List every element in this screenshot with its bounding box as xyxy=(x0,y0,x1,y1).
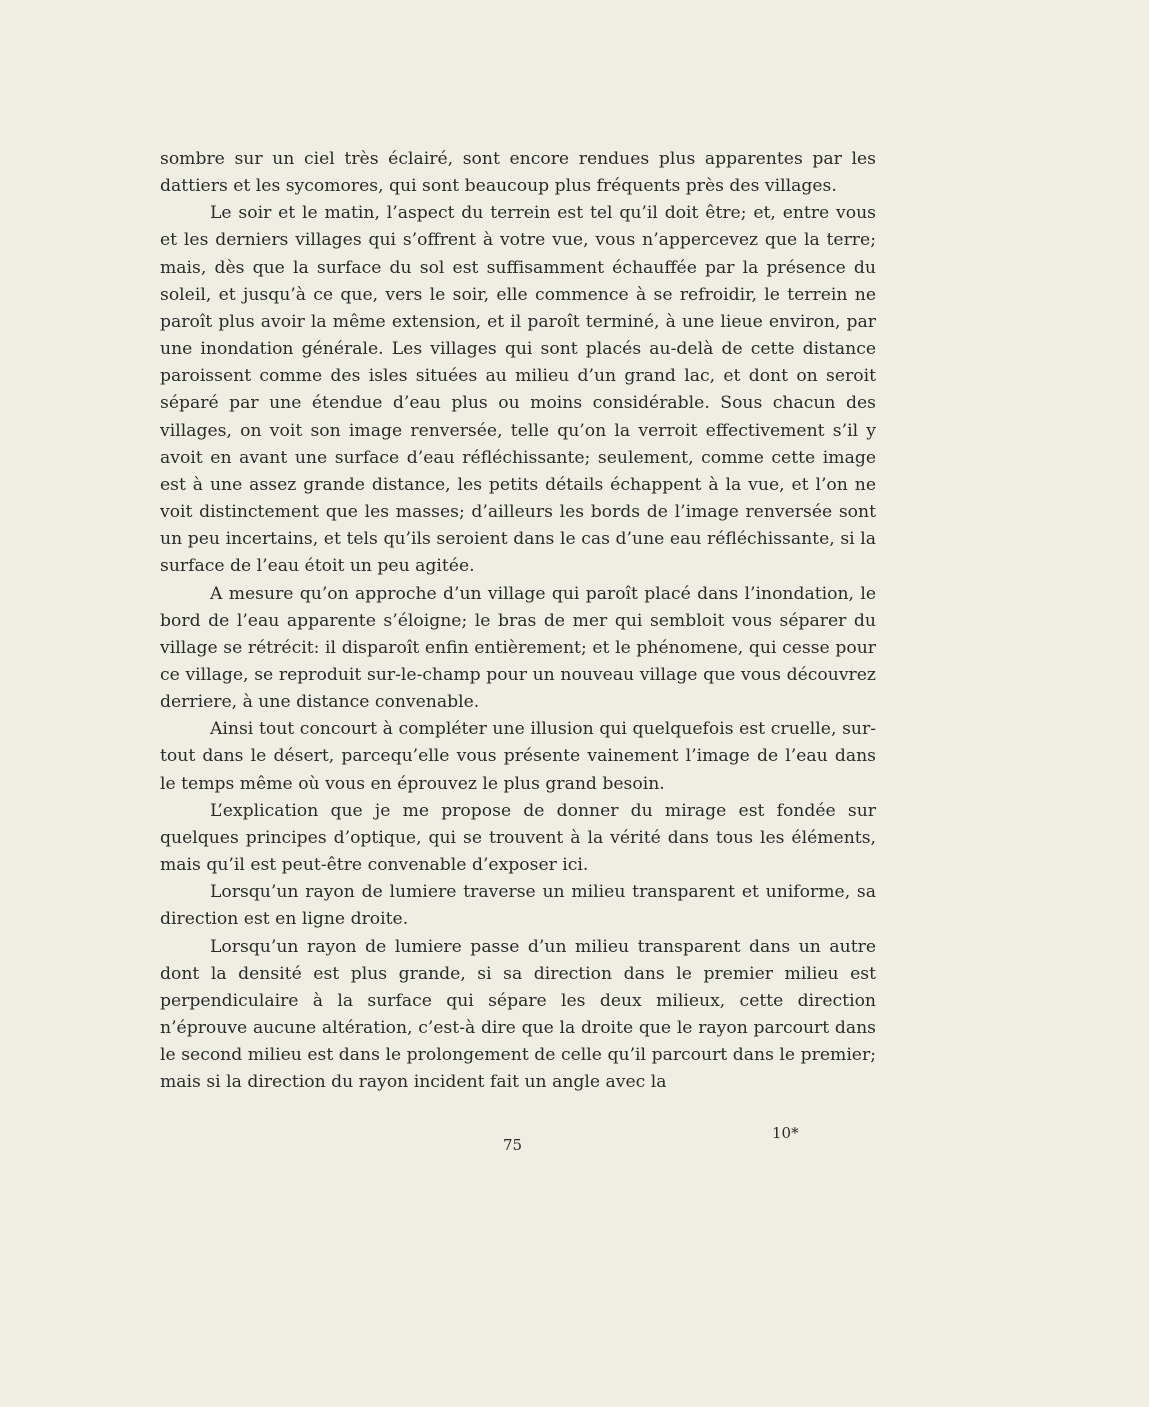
page-number: 75 xyxy=(503,1136,523,1154)
paragraph-5: L’explication que je me propose de donner du mirage est fondée sur quelques principes d’optique, qui se trouvent à la vérité dans tous les éléments, mais qu’il est peut-être convenable d’exposer ici. xyxy=(160,800,876,876)
paragraph-1: sombre sur un ciel très éclairé, sont encore rendues plus apparentes par les dattiers et les sycomores, qui sont beaucoup plus fréquents près des villages. xyxy=(160,149,876,197)
paragraph-2: Le soir et le matin, l’aspect du terrein est tel qu’il doit être; et, entre vous et les derniers villages qui s’offrent à votre vue, vous n’appercevez que la terre; mais, dès que la surface du sol est suffisamment échauffée par la présence du soleil, et jusqu’à ce que, vers le soir, elle commence à se refroidir, le terrein ne paroît plus avoir la même extension, et il paroît terminé, à une lieue environ, par une inondation générale. Les villages qui sont placés au-delà de cette distance paroissent comme des isles situées au milieu d’un grand lac, et dont on seroit séparé par une étendue d’eau plus ou moins considérable. Sous chacun des villages, on voit son image renversée, telle qu’on la verroit effectivement s’il y avoit en avant une surface d’eau réfléchissante; seulement, comme cette image est à une assez grande distance, les petits détails échappent à la vue, et l’on ne voit distinctement que les masses; d’ailleurs les bords de l’image renversée sont un peu incertains, et tels qu’ils seroient dans le cas d’une eau réfléchissante, si la surface de l’eau étoit un peu agitée. xyxy=(160,203,876,577)
paragraph-7: Lorsqu’un rayon de lumiere passe d’un milieu transparent dans un autre dont la densité est plus grande, si sa direction dans le premier milieu est perpendiculaire à la surface qui sépare les deux milieux, cette direction n’éprouve aucune altération, c’est-à dire que la droite que le rayon parcourt dans le second milieu est dans le prolongement de celle qu’il parcourt dans le premier; mais si la direction du rayon incident fait un angle avec la xyxy=(160,936,876,1093)
paragraph-4: Ainsi tout concourt à compléter une illusion qui quelquefois est cruelle, sur-tout dans le désert, parcequ’elle vous présente vainement l’image de l’eau dans le temps même où vous en éprouvez le plus grand besoin. xyxy=(160,719,876,794)
signature-mark: 10* xyxy=(772,1124,799,1142)
paragraph-3: A mesure qu’on approche d’un village qui paroît placé dans l’inondation, le bord de l’eau apparente s’éloigne; le bras de mer qui sembloit vous séparer du village se rétrécit: il disparoît enfin entièrement; et le phénomene, qui cesse pour ce village, se reproduit sur-le-champ pour un nouveau village que vous découvrez derriere, à une distance convenable. xyxy=(160,583,876,713)
body-text xyxy=(160,146,876,1096)
paragraph-6: Lorsqu’un rayon de lumiere traverse un milieu transparent et uniforme, sa direction est en ligne droite. xyxy=(160,882,876,930)
